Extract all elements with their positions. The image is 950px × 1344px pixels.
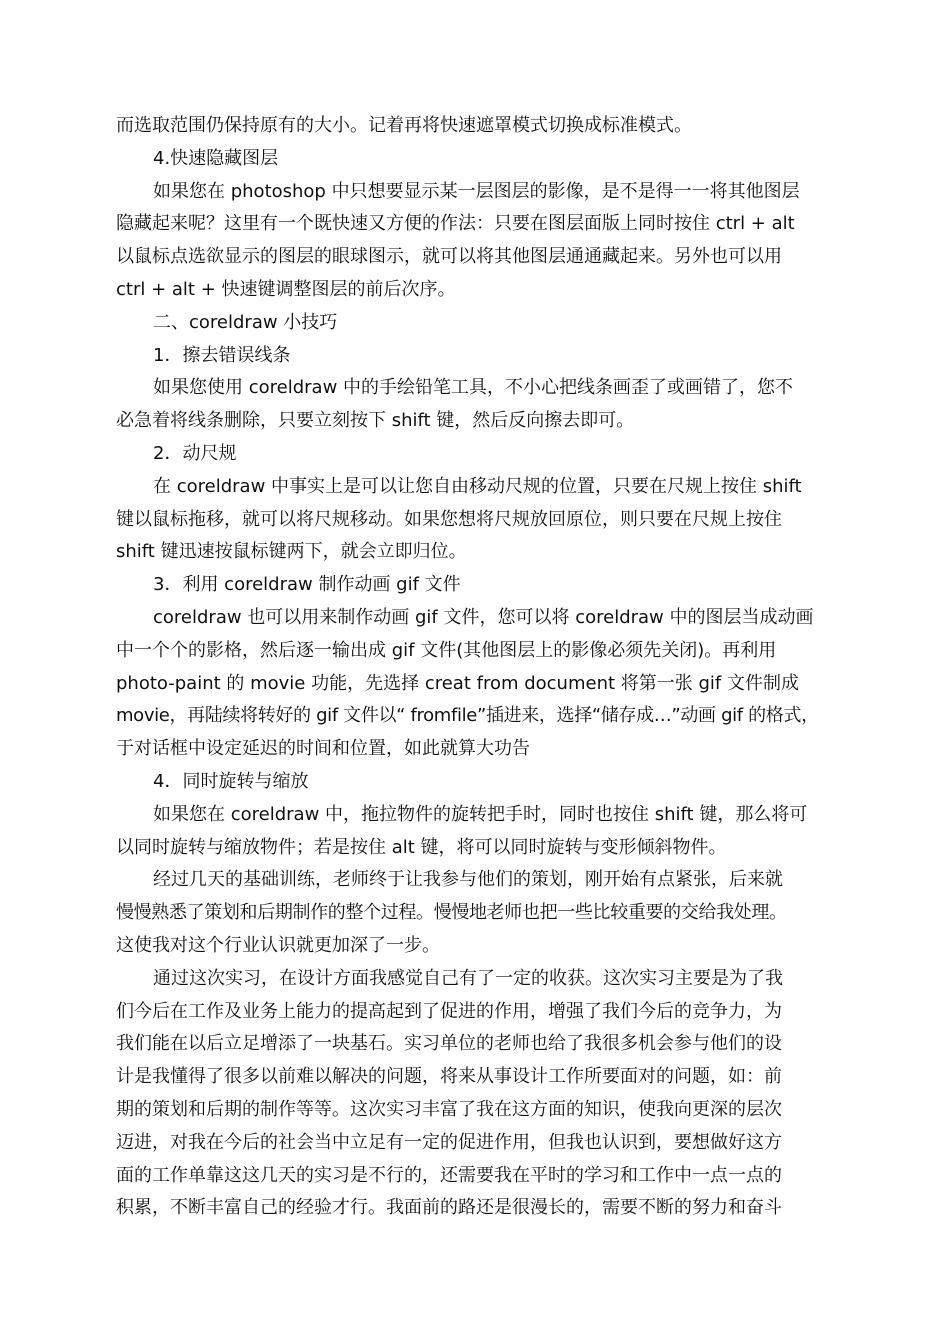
document-body [116,110,828,1225]
text-line: 这使我对这个行业认识就更加深了一步。 [116,934,440,956]
text-line: 经过几天的基础训练，老师终于让我参与他们的策划，刚开始有点紧张，后来就 [153,869,783,891]
section-heading: 4.快速隐藏图层 [153,147,279,169]
text-line: 通过这次实习，在设计方面我感觉自己有了一定的收获。这次实习主要是为了我 [153,967,783,989]
section-heading: 2．动尺规 [153,442,237,464]
text-line: 在 coreldraw 中事实上是可以让您自由移动尺规的位置，只要在尺规上按住 shift [153,475,802,497]
section-heading: 4．同时旋转与缩放 [153,770,309,792]
text-line: 面的工作单靠这这几天的实习是不行的，还需要我在平时的学习和工作中一点一点的 [116,1164,782,1186]
text-line: 如果您在 photoshop 中只想要显示某一层图层的影像，是不是得一一将其他图层 [153,180,800,202]
text-line: 计是我懂得了很多以前难以解决的问题，将来从事设计工作所要面对的问题，如：前 [116,1066,782,1088]
text-line: shift 键迅速按鼠标键两下，就会立即归位。 [116,541,467,563]
text-line: movie，再陆续将转好的 gif 文件以“ fromfile”插进来，选择“储存成…”动画 gif 的格式， [116,705,819,727]
text-line: 迈进，对我在今后的社会当中立足有一定的促进作用，但我也认识到，要想做好这方 [116,1131,782,1153]
text-line: 期的策划和后期的制作等等。这次实习丰富了我在这方面的知识，使我向更深的层次 [116,1098,782,1120]
text-line: ctrl + alt + 快速键调整图层的前后次序。 [116,278,456,300]
text-line: 如果您使用 coreldraw 中的手绘铅笔工具，不小心把线条画歪了或画错了，您不 [153,377,794,399]
text-line: 以同时旋转与缩放物件；若是按住 alt 键，将可以同时旋转与变形倾斜物件。 [116,836,727,858]
section-heading: 3．利用 coreldraw 制作动画 gif 文件 [153,574,461,596]
text-line: 以鼠标点选欲显示的图层的眼球图示，就可以将其他图层通通藏起来。另外也可以用 [116,246,782,268]
text-line: coreldraw 也可以用来制作动画 gif 文件，您可以将 coreldraw 中的图层当成动画 [153,606,814,628]
section-heading: 1．擦去错误线条 [153,344,291,366]
text-line: 隐藏起来呢？这里有一个既快速又方便的作法：只要在图层面版上同时按住 ctrl + alt [116,213,795,235]
text-line: photo-paint 的 movie 功能，先选择 creat from document 将第一张 gif 文件制成 [116,672,799,694]
text-line: 我们能在以后立足增添了一块基石。实习单位的老师也给了我很多机会参与他们的设 [116,1033,782,1055]
text-line: 中一个个的影格，然后逐一输出成 gif 文件(其他图层上的影像必须先关闭)。再利用 [116,639,777,661]
text-line: 键以鼠标拖移，就可以将尺规移动。如果您想将尺规放回原位，则只要在尺规上按住 [116,508,782,530]
text-line: 如果您在 coreldraw 中，拖拉物件的旋转把手时，同时也按住 shift 键，那么将可 [153,803,808,825]
section-heading: 二、coreldraw 小技巧 [153,311,338,333]
text-line: 于对话框中设定延迟的时间和位置，如此就算大功告 [116,738,530,760]
text-line: 慢慢熟悉了策划和后期制作的整个过程。慢慢地老师也把一些比较重要的交给我处理。 [116,902,787,924]
text-line: 必急着将线条删除，只要立刻按下 shift 键，然后反向擦去即可。 [116,410,635,432]
text-line: 而选取范围仍保持原有的大小。记着再将快速遮罩模式切换成标准模式。 [116,115,692,136]
text-line: 积累，不断丰富自己的经验才行。我面前的路还是很漫长的，需要不断的努力和奋斗 [116,1197,782,1219]
text-line: 们今后在工作及业务上能力的提高起到了促进的作用，增强了我们今后的竞争力，为 [116,1000,782,1022]
